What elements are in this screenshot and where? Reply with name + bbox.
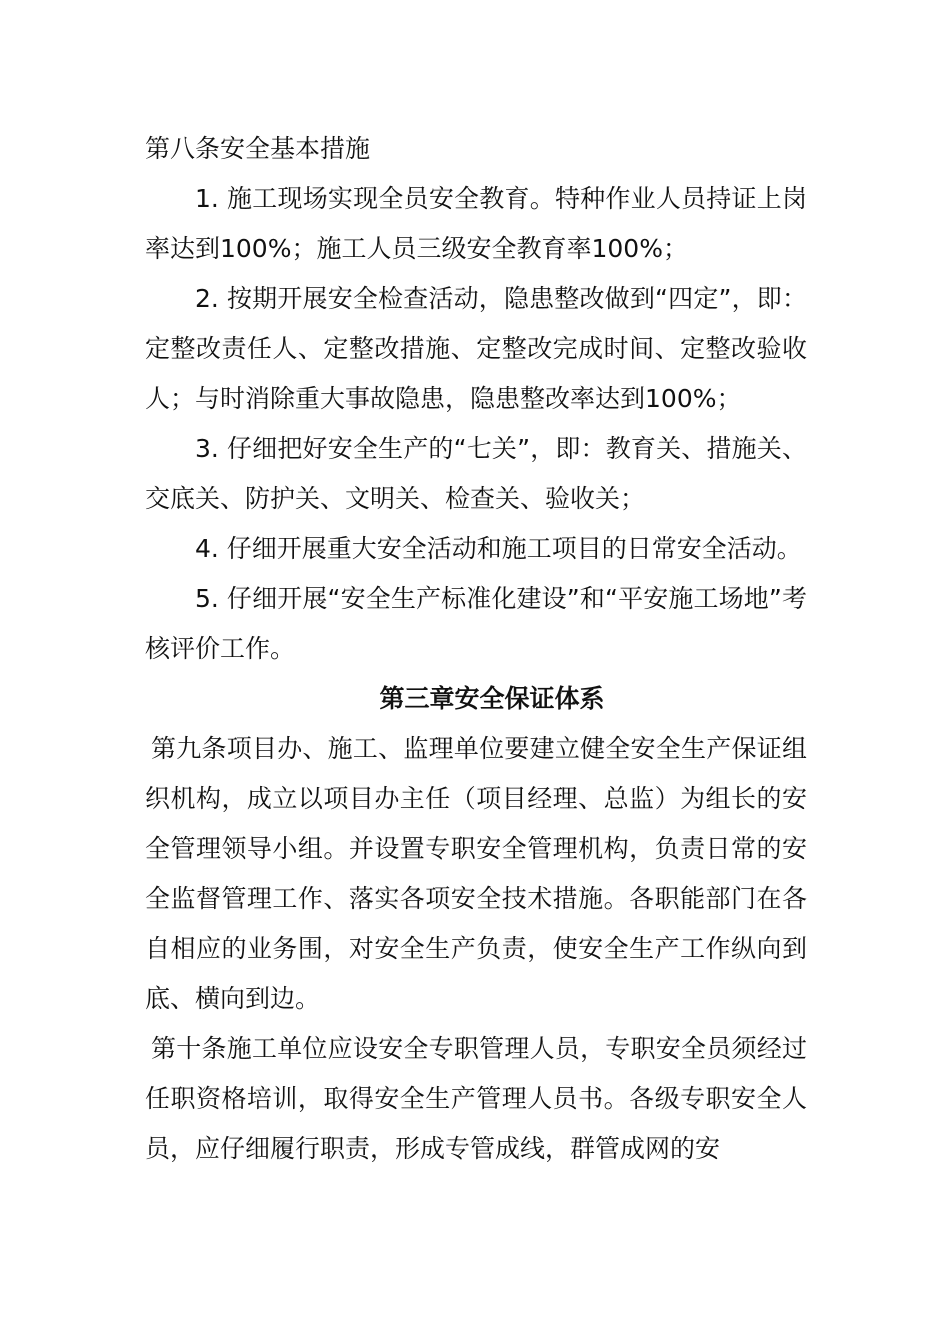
article9-paragraph: 第九条项目办、施工、监理单位要建立健全安全生产保证组织机构，成立以项目办主任（项目经理、总监）为组长的安全管理领导小组。并设置专职安全管理机构，负责日常的安全监督管理工作、落实各项安全技术措施。各职能部门在各自相应的业务围，对安全生产负责，使安全生产工作纵向到底、横向到边。 xyxy=(145,734,807,1013)
document-page xyxy=(145,124,807,1174)
chapter3-title: 第三章安全保证体系 xyxy=(379,684,605,713)
item-3: 3. 仔细把好安全生产的“七关”，即：教育关、措施关、交底关、防护关、文明关、检查关、验收关； xyxy=(145,434,807,513)
article10-paragraph: 第十条施工单位应设安全专职管理人员，专职安全员须经过任职资格培训，取得安全生产管理人员书。各级专职安全人员，应仔细履行职责，形成专管成线，群管成网的安 xyxy=(145,1034,807,1163)
item-1: 1. 施工现场实现全员安全教育。特种作业人员持证上岗率达到100%；施工人员三级安全教育率100%； xyxy=(145,184,807,263)
item-4: 4. 仔细开展重大安全活动和施工项目的日常安全活动。 xyxy=(195,534,802,563)
article8-title: 第八条安全基本措施 xyxy=(145,134,371,163)
item-2: 2. 按期开展安全检查活动，隐患整改做到“四定”，即：定整改责任人、定整改措施、定整改完成时间、定整改验收人；与时消除重大事故隐患，隐患整改率达到100%； xyxy=(145,284,807,413)
item-5: 5. 仔细开展“安全生产标准化建设”和“平安施工场地”考核评价工作。 xyxy=(145,584,807,663)
